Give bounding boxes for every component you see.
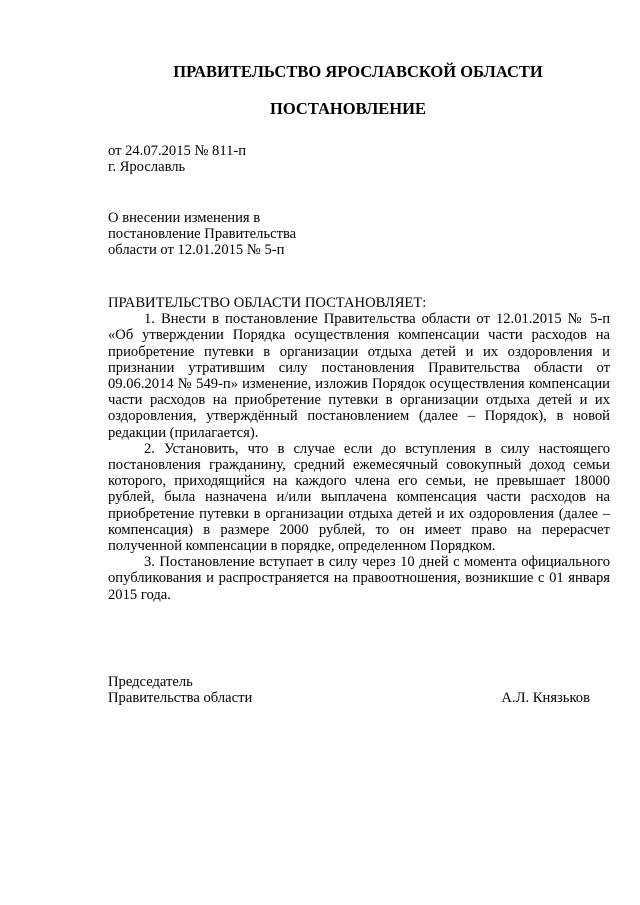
date-number: от 24.07.2015 № 811-п bbox=[108, 143, 247, 159]
document-meta bbox=[108, 143, 610, 175]
paragraph-3: 3. Постановление вступает в силу через 10 дней с момента официального опубликования и распространяется на правоотношения, возникшие с 01 января 2015 года. bbox=[108, 554, 610, 603]
signatory-title-line-2: Правительства области bbox=[108, 690, 253, 707]
document-body bbox=[108, 295, 610, 603]
preamble: ПРАВИТЕЛЬСТВО ОБЛАСТИ ПОСТАНОВЛЯЕТ: bbox=[108, 295, 427, 311]
signature-row bbox=[108, 690, 590, 706]
subject-line-3: области от 12.01.2015 № 5-п bbox=[108, 242, 285, 259]
city: г. Ярославль bbox=[108, 159, 186, 176]
paragraph-2: 2. Установить, что в случае если до вступления в силу настоящего постановления гражданину, средний ежемесячный совокупный доход семьи которого, приходящийся на каждого члена его семьи, не превышает 18000 рублей, была назначена и/или выплачена компенсация части расходов на приобретение путевки в организации отдыха детей и их оздоровления (далее – компенсация) в размере 2000 рублей, то он имеет право на перерасчет полученной компенсации в порядке, определенном Порядком. bbox=[108, 440, 610, 555]
document-subject bbox=[108, 210, 610, 259]
subject-line-1: О внесении изменения в bbox=[108, 210, 261, 226]
organization-title: ПРАВИТЕЛЬСТВО ЯРОСЛАВСКОЙ ОБЛАСТИ bbox=[173, 62, 543, 81]
subject-line-2: постановление Правительства bbox=[108, 226, 297, 243]
paragraph-1: 1. Внести в постановление Правительства области от 12.01.2015 № 5-п «Об утверждении Порядка осуществления компенсации части расходов на приобретение путевки в организации отдыха детей и их оздоровления и признании утратившим силу постановления Правительства области от 09.06.2014 № 549-п» изменение, изложив Порядок осуществления компенсации части расходов на приобретение путевки в организации отдыха детей и их оздоровления, утверждённый постановлением (далее – Порядок), в новой редакции (прилагается). bbox=[108, 311, 610, 441]
signatory-title-line-1: Председатель bbox=[108, 674, 193, 690]
signatory-name: А.Л. Князьков bbox=[501, 690, 590, 707]
document-type-title: ПОСТАНОВЛЕНИЕ bbox=[270, 99, 426, 118]
signature-block bbox=[108, 674, 590, 706]
